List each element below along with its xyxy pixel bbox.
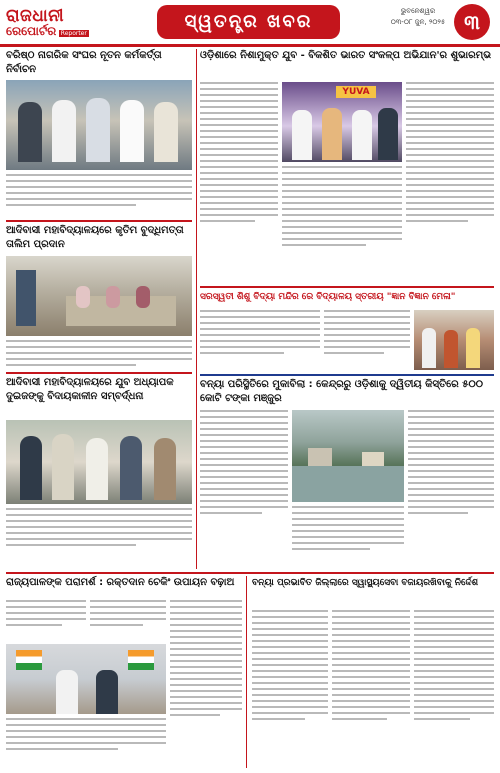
column-divider — [196, 49, 197, 569]
article-3-photo — [6, 256, 192, 336]
article-3-title: ଆଦିବାସୀ ମହାବିଦ୍ୟାଳୟରେ କୃତିମ ବୁଦ୍ଧିମତ୍ତା ତାଲିମ ପ୍ରଦାନ — [6, 225, 184, 250]
article-8-body-3 — [414, 610, 494, 766]
article-2-title: ଓଡ଼ିଶାରେ ନିଶାମୁକ୍ତ ଯୁବ - ବିକଶିତ ଭାରତ ସଂକଳ୍ପ ଅଭିଯାନ'ର ଶୁଭାରମ୍ଭ — [200, 50, 492, 61]
article-5-title: ଆଦିବାସୀ ମହାବିଦ୍ୟାଳୟରେ ଯୁବ ଅଧ୍ୟାପକ ଦୁଇଜଙ୍କୁ ବିଦାୟକାଳୀନ ସମ୍ବର୍ଦ୍ଧନା — [6, 377, 174, 402]
article-2-body-middle — [282, 166, 402, 282]
place: ଭୁବନେଶ୍ୱର — [400, 7, 436, 15]
article-4-body-middle — [324, 310, 410, 370]
yuva-banner: YUVA — [336, 86, 376, 98]
logo-text-bottom: ରେପୋର୍ଟର Reporter — [6, 26, 98, 39]
article-8-title: ବନ୍ୟା ପ୍ରଭାବିତ ଜିଲ୍ଲାରେ ସ୍ୱାସ୍ଥ୍ୟସେବା ବଜାୟରଖିବାକୁ ନିର୍ଦ୍ଦେଶ — [252, 578, 479, 588]
logo-text-top: ରାଜଧାନୀ — [6, 6, 65, 26]
article-1-title: ବରିଷ୍ଠ ନାଗରିକ ସଂଘର ନୂତନ କର୍ମକର୍ତ୍ତା ନିର୍ବାଚନ — [6, 50, 162, 75]
column-divider — [246, 576, 247, 768]
article-5-photo — [6, 420, 192, 504]
divider — [200, 374, 494, 376]
article-5-body — [6, 508, 192, 560]
divider — [6, 572, 494, 574]
newspaper-logo — [6, 6, 98, 42]
article-2-body-right — [406, 82, 494, 282]
article-1-photo — [6, 80, 192, 170]
article-6-title: ବନ୍ୟା ପରିସ୍ଥିତିରେ ମୁକାବିଲା : କେନ୍ଦ୍ରରୁ ଓଡ଼ିଶାକୁ ଦ୍ୱିତୀୟ କିସ୍ତିରେ ୫୦୦ କୋଟି ଟଙ୍କା ମଞ୍ଜୁର — [200, 379, 483, 404]
article-2-body-left — [200, 82, 278, 282]
article-4-title: ସରସ୍ୱତୀ ଶିଶୁ ବିଦ୍ୟା ମନ୍ଦିର ରେ ବିଦ୍ୟାଳୟ ସ୍ତରୀୟ "ଜ୍ଞାନ ବିଜ୍ଞାନ ମେଳା" — [200, 292, 456, 302]
article-6-body-left — [200, 410, 288, 568]
article-6-body-middle — [292, 506, 404, 568]
masthead-rule — [0, 44, 500, 47]
article-7-title: ରାଜ୍ୟପାଳଙ୍କ ପରାମର୍ଶ : ରକ୍ତଦାନ ଚେକିଂ ଉପାୟନ ବଢ଼ାଅ — [6, 577, 235, 588]
date: ୦୩-୦୮ ଜୁନ, ୨୦୨୫ — [390, 18, 446, 26]
article-8-body-2 — [332, 610, 410, 766]
article-7-body-right — [170, 600, 242, 766]
article-1-body — [6, 174, 192, 218]
article-7-body-bottom — [6, 718, 166, 766]
section-banner: ସ୍ୱତନ୍ତ୍ର ଖବର — [157, 5, 340, 39]
divider — [6, 372, 192, 374]
divider — [6, 220, 192, 222]
place-date — [378, 6, 458, 28]
article-6-photo — [292, 410, 404, 502]
article-7-body-middle — [90, 600, 166, 640]
flag-icon — [128, 650, 154, 670]
article-7-photo — [6, 644, 166, 714]
article-8-body-1 — [252, 610, 328, 766]
page-number: ୩ — [454, 4, 490, 40]
article-3-body — [6, 340, 192, 370]
article-2-photo — [282, 82, 402, 162]
article-7-body-left — [6, 600, 86, 640]
article-6-body-right — [408, 410, 494, 568]
divider — [200, 286, 494, 288]
flag-icon — [16, 650, 42, 670]
article-4-photo — [414, 310, 494, 370]
article-4-body-left — [200, 310, 320, 370]
